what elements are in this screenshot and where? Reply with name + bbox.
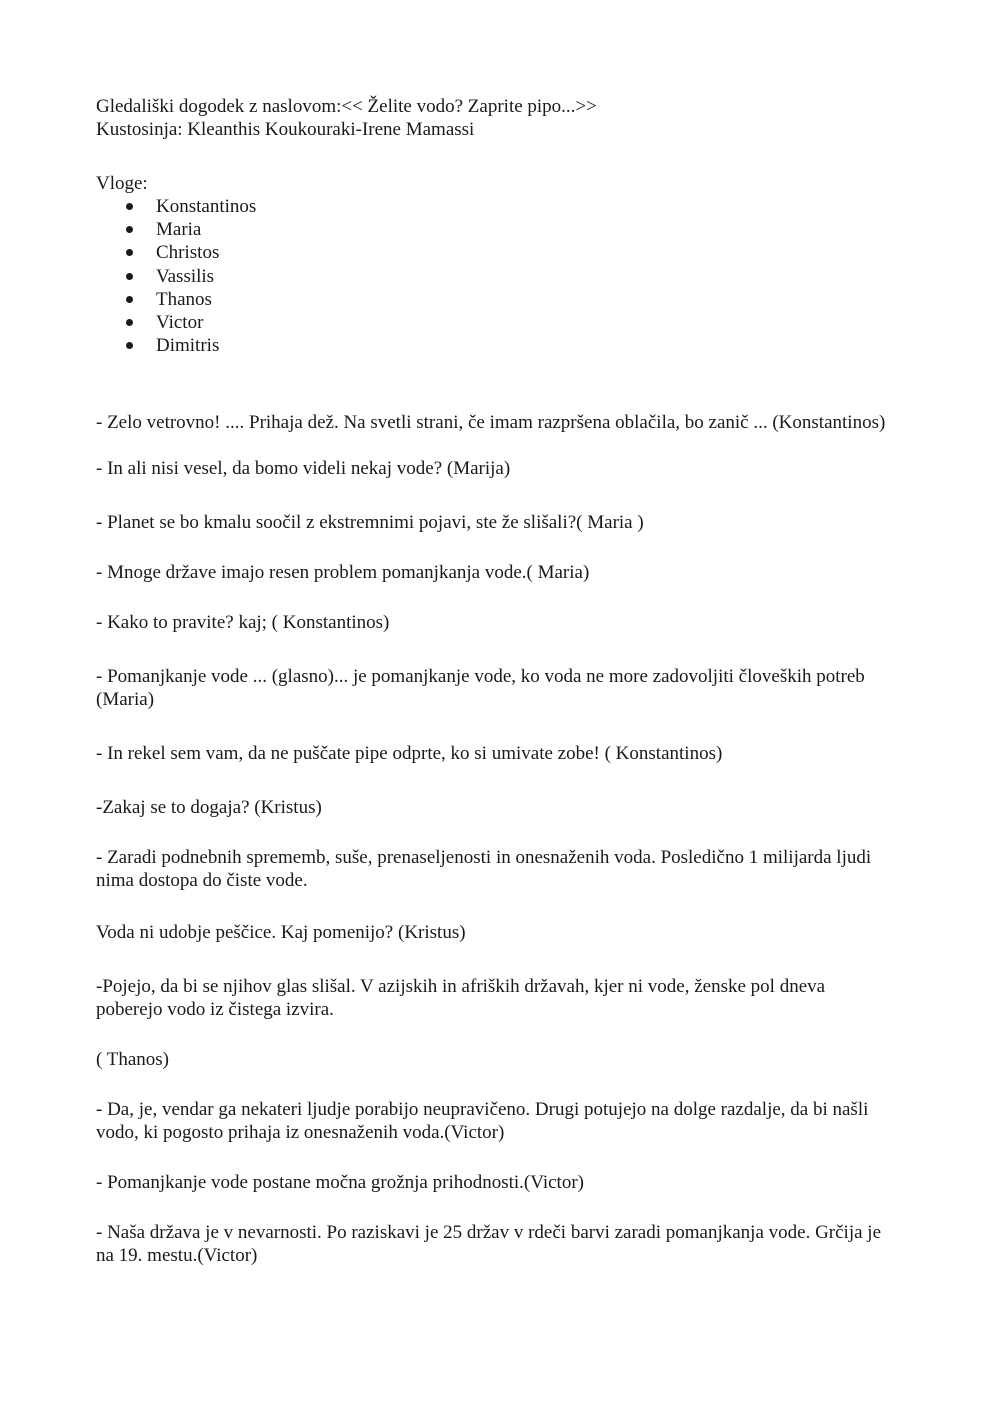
bullet-icon bbox=[126, 296, 133, 303]
dialogue-line: - Zaradi podnebnih sprememb, suše, prenaseljenosti in onesnaženih voda. Posledično 1 milijarda ljudi nima dostopa do čiste vode. bbox=[96, 847, 872, 892]
bullet-icon bbox=[126, 342, 133, 349]
dialogue-line: - Pomanjkanje vode postane močna grožnja prihodnosti.(Victor) bbox=[96, 1172, 584, 1194]
list-item bbox=[96, 265, 886, 288]
role-name: Konstantinos bbox=[156, 196, 257, 217]
role-name: Vassilis bbox=[156, 265, 215, 287]
dialogue-line: - Kako to pravite? kaj; ( Konstantinos) bbox=[96, 612, 390, 634]
list-item bbox=[96, 288, 886, 311]
dialogue-line: - Planet se bo kmalu soočil z ekstremnimi pojavi, ste že slišali?( Maria ) bbox=[96, 512, 644, 534]
bullet-icon bbox=[126, 203, 133, 210]
roles-heading: Vloge: bbox=[96, 173, 148, 194]
document-page bbox=[96, 95, 886, 1267]
list-item bbox=[96, 218, 886, 241]
role-name: Thanos bbox=[156, 288, 212, 310]
dialogue-line: - In rekel sem vam, da ne puščate pipe odprte, ko si umivate zobe! ( Konstantinos) bbox=[96, 743, 723, 765]
dialogue-line: Voda ni udobje peščice. Kaj pomenijo? (Kristus) bbox=[96, 922, 466, 944]
curator-line: Kustosinja: Kleanthis Koukouraki-Irene Mamassi bbox=[96, 119, 475, 140]
dialogue-line: - Zelo vetrovno! .... Prihaja dež. Na svetli strani, če imam razpršena oblačila, bo zanič ... (Konstantinos) bbox=[96, 412, 886, 434]
dialogue-line: - Pomanjkanje vode ... (glasno)... je pomanjkanje vode, ko voda ne more zadovoljiti človeških potreb (Maria) bbox=[96, 666, 865, 711]
roles-list bbox=[96, 195, 886, 357]
role-name: Victor bbox=[156, 312, 204, 334]
dialogue-line: -Pojejo, da bi se njihov glas slišal. V azijskih in afriških državah, kjer ni vode, ženske pol dneva poberejo vodo iz čistega izvira. bbox=[96, 976, 826, 1021]
bullet-icon bbox=[126, 249, 133, 256]
dialogue-line: - Da, je, vendar ga nekateri ljudje porabijo neupravičeno. Drugi potujejo na dolge razdalje, da bi našli vodo, ki pogosto prihaja iz onesnaženih voda.(Victor) bbox=[96, 1099, 869, 1144]
list-item bbox=[96, 334, 886, 357]
role-name: Christos bbox=[156, 242, 220, 264]
bullet-icon bbox=[126, 273, 133, 280]
role-name: Maria bbox=[156, 219, 202, 241]
dialogue-line: - In ali nisi vesel, da bomo videli nekaj vode? (Marija) bbox=[96, 458, 511, 480]
role-name: Dimitris bbox=[156, 335, 220, 357]
bullet-icon bbox=[126, 319, 133, 326]
list-item bbox=[96, 241, 886, 264]
bullet-icon bbox=[126, 226, 133, 233]
dialogue-line: -Zakaj se to dogaja? (Kristus) bbox=[96, 797, 322, 819]
event-title: Gledališki dogodek z naslovom:<< Želite vodo? Zaprite pipo...>> bbox=[96, 96, 597, 117]
dialogue-line: - Naša država je v nevarnosti. Po raziskavi je 25 držav v rdeči barvi zaradi pomanjkanja vode. Grčija je na 19. mestu.(Victor) bbox=[96, 1222, 882, 1267]
dialogue-line: ( Thanos) bbox=[96, 1049, 169, 1071]
list-item bbox=[96, 311, 886, 334]
list-item bbox=[96, 195, 886, 218]
dialogue-line: - Mnoge države imajo resen problem pomanjkanja vode.( Maria) bbox=[96, 562, 590, 584]
